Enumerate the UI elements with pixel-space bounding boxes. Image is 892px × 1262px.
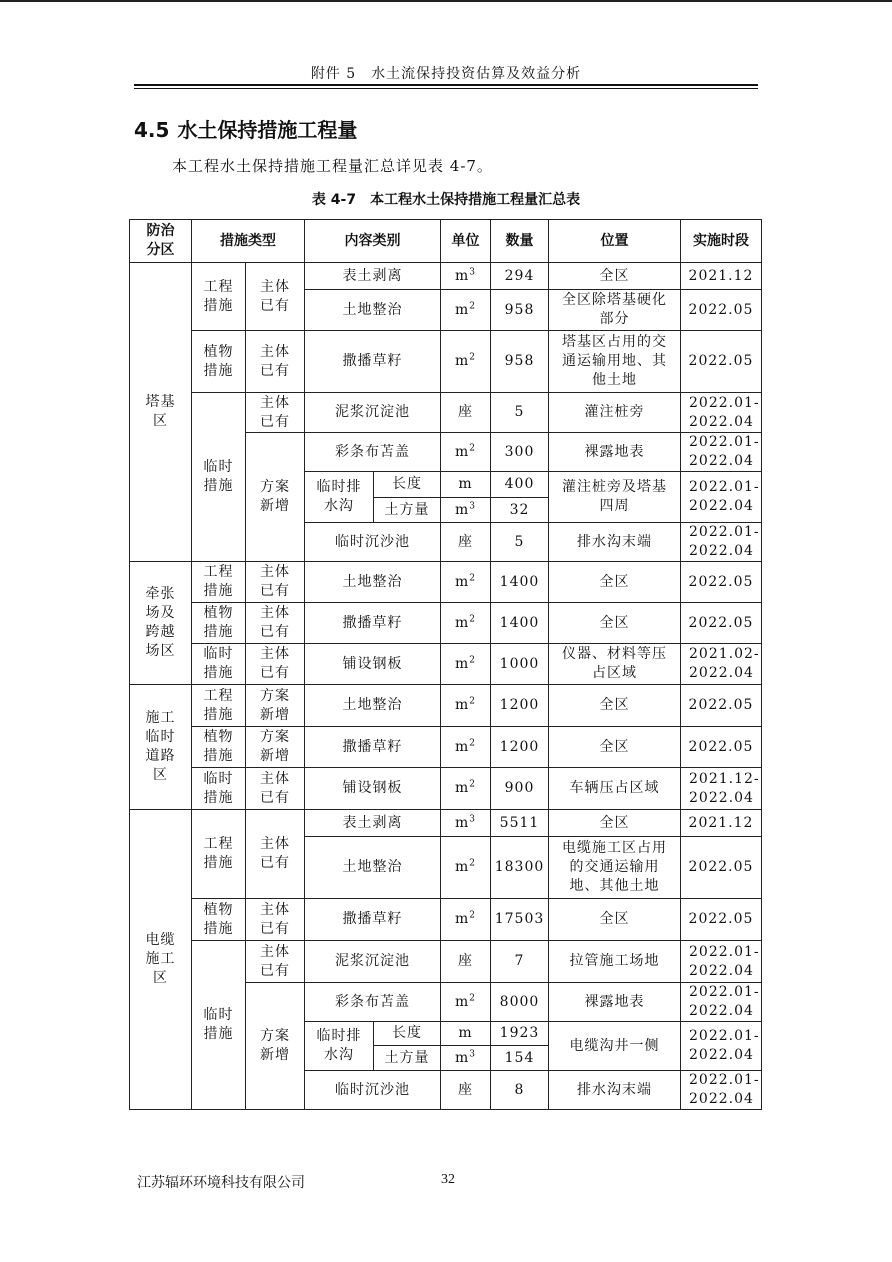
unit-cell: $m^2$ [441, 603, 491, 644]
quantity-cell: 294 [491, 263, 549, 290]
table-row [130, 263, 762, 290]
quantity-cell: 18300 [491, 837, 549, 899]
content-cell: 铺设钢板 [305, 768, 441, 810]
col-header-period: 实施时段 [681, 220, 762, 263]
unit-cell: $m^2$ [441, 727, 491, 768]
table-caption [0, 189, 892, 209]
content-cell: 铺设钢板 [305, 644, 441, 685]
period-cell: 2022.05 [681, 290, 762, 331]
unit-cell: $m^3$ [441, 498, 491, 523]
period-cell: 2022.05 [681, 603, 762, 644]
content-cell: 撒播草籽 [305, 331, 441, 393]
col-header-zone: 防治分区 [130, 220, 192, 263]
content-cell: 泥浆沉淀池 [305, 941, 441, 983]
unit-cell: 座 [441, 1071, 491, 1110]
table-row [130, 727, 762, 768]
table-row [130, 644, 762, 685]
period-cell: 2021.12-2022.04 [681, 768, 762, 810]
source-cell: 主体已有 [246, 941, 305, 983]
unit-cell: $m^3$ [441, 1046, 491, 1071]
table-row [130, 562, 762, 603]
quantities-table [129, 219, 762, 1110]
period-cell: 2022.01-2022.04 [681, 433, 762, 472]
unit-cell: 座 [441, 941, 491, 983]
table-row [130, 941, 762, 983]
quantity-cell: 5 [491, 393, 549, 433]
category-cell: 工程措施 [192, 685, 246, 727]
unit-cell: $m^3$ [441, 810, 491, 837]
table-row [130, 810, 762, 837]
unit-cell: 座 [441, 523, 491, 562]
quantity-cell: 17503 [491, 899, 549, 941]
table-row [130, 899, 762, 941]
unit-cell: $m^2$ [441, 837, 491, 899]
unit-cell: $m^2$ [441, 983, 491, 1022]
content-cell: 临时沉沙池 [305, 1071, 441, 1110]
col-header-quantity: 数量 [491, 220, 549, 263]
table-caption-number: 表 4-7 [311, 192, 357, 208]
quantity-cell: 958 [491, 290, 549, 331]
quantity-cell: 900 [491, 768, 549, 810]
table-row [130, 603, 762, 644]
location-cell: 电缆施工区占用的交通运输用地、其他土地 [549, 837, 681, 899]
zone-cell: 塔基区 [130, 263, 192, 562]
period-cell: 2022.01-2022.04 [681, 941, 762, 983]
content-cell: 泥浆沉淀池 [305, 393, 441, 433]
location-cell: 全区 [549, 263, 681, 290]
col-header-content: 内容类别 [305, 220, 441, 263]
section-heading [134, 114, 357, 143]
unit-cell: $m^2$ [441, 331, 491, 393]
unit-cell: $m^3$ [441, 263, 491, 290]
quantity-cell: 400 [491, 472, 549, 498]
location-cell: 全区 [549, 810, 681, 837]
quantity-cell: 7 [491, 941, 549, 983]
unit-cell: 座 [441, 393, 491, 433]
quantity-cell: 1923 [491, 1022, 549, 1046]
period-cell: 2022.05 [681, 727, 762, 768]
col-header-measure-type: 措施类型 [192, 220, 305, 263]
quantity-cell: 8 [491, 1071, 549, 1110]
source-cell: 方案新增 [246, 685, 305, 727]
footer-company: 江苏辐环环境科技有限公司 [137, 1175, 305, 1191]
location-cell: 全区 [549, 685, 681, 727]
col-header-unit: 单位 [441, 220, 491, 263]
quantity-cell: 1400 [491, 603, 549, 644]
source-cell: 主体已有 [246, 644, 305, 685]
page-number: 32 [441, 1172, 455, 1187]
zone-cell: 牵张场及跨越场区 [130, 562, 192, 685]
sub-content-cell: 土方量 [374, 1046, 441, 1071]
quantity-cell: 154 [491, 1046, 549, 1071]
section-number: 4.5 [134, 118, 170, 142]
location-cell: 排水沟末端 [549, 1071, 681, 1110]
content-cell: 土地整治 [305, 837, 441, 899]
unit-cell: m [441, 472, 491, 498]
category-cell: 工程措施 [192, 263, 246, 331]
content-cell: 彩条布苫盖 [305, 433, 441, 472]
category-cell: 植物措施 [192, 603, 246, 644]
content-cell: 临时沉沙池 [305, 523, 441, 562]
source-cell: 主体已有 [246, 331, 305, 393]
category-cell: 临时措施 [192, 644, 246, 685]
period-cell: 2022.01-2022.04 [681, 472, 762, 523]
period-cell: 2021.02-2022.04 [681, 644, 762, 685]
location-cell: 灌注桩旁 [549, 393, 681, 433]
table-row [130, 768, 762, 810]
table-header-row [130, 220, 762, 263]
unit-cell: $m^2$ [441, 768, 491, 810]
running-header: 附件 5 水土流保持投资估算及效益分析 [310, 66, 582, 82]
quantity-cell: 1200 [491, 727, 549, 768]
category-cell: 工程措施 [192, 562, 246, 603]
unit-cell: m [441, 1022, 491, 1046]
col-header-location: 位置 [549, 220, 681, 263]
period-cell: 2022.01-2022.04 [681, 1071, 762, 1110]
period-cell: 2022.05 [681, 685, 762, 727]
quantity-cell: 5 [491, 523, 549, 562]
section-title: 水土保持措施工程量 [177, 118, 358, 142]
location-cell: 排水沟末端 [549, 523, 681, 562]
period-cell: 2022.01-2022.04 [681, 1022, 762, 1071]
content-cell: 土地整治 [305, 685, 441, 727]
category-cell: 植物措施 [192, 899, 246, 941]
period-cell: 2022.01-2022.04 [681, 393, 762, 433]
content-cell: 撒播草籽 [305, 727, 441, 768]
location-cell: 全区 [549, 727, 681, 768]
content-cell: 土地整治 [305, 562, 441, 603]
quantity-cell: 32 [491, 498, 549, 523]
quantity-cell: 958 [491, 331, 549, 393]
unit-cell: $m^2$ [441, 290, 491, 331]
zone-cell: 施工临时道路区 [130, 685, 192, 810]
location-cell: 裸露地表 [549, 983, 681, 1022]
quantity-cell: 1400 [491, 562, 549, 603]
quantity-cell: 8000 [491, 983, 549, 1022]
category-cell: 植物措施 [192, 331, 246, 393]
period-cell: 2021.12 [681, 263, 762, 290]
source-cell: 主体已有 [246, 562, 305, 603]
quantity-cell: 300 [491, 433, 549, 472]
source-cell: 主体已有 [246, 603, 305, 644]
quantity-cell: 5511 [491, 810, 549, 837]
source-cell: 方案新增 [246, 983, 305, 1110]
location-cell: 车辆压占区域 [549, 768, 681, 810]
source-cell: 方案新增 [246, 433, 305, 562]
header-rule [134, 84, 758, 86]
unit-cell: $m^2$ [441, 433, 491, 472]
content-cell: 土地整治 [305, 290, 441, 331]
location-cell: 仪器、材料等压占区域 [549, 644, 681, 685]
quantity-cell: 1200 [491, 685, 549, 727]
period-cell: 2022.05 [681, 562, 762, 603]
table-row [130, 331, 762, 393]
location-cell: 裸露地表 [549, 433, 681, 472]
location-cell: 全区 [549, 603, 681, 644]
location-cell: 全区除塔基硬化部分 [549, 290, 681, 331]
unit-cell: $m^2$ [441, 562, 491, 603]
table-caption-title: 本工程水土保持措施工程量汇总表 [370, 192, 581, 208]
content-cell: 彩条布苫盖 [305, 983, 441, 1022]
sub-content-cell: 土方量 [374, 498, 441, 523]
content-cell: 临时排水沟 [305, 1022, 374, 1071]
table-row [130, 685, 762, 727]
intro-paragraph: 本工程水土保持措施工程量汇总详见表 4-7。 [172, 157, 493, 175]
period-cell: 2022.01-2022.04 [681, 523, 762, 562]
source-cell: 主体已有 [246, 393, 305, 433]
content-cell: 撒播草籽 [305, 603, 441, 644]
unit-cell: $m^2$ [441, 685, 491, 727]
source-cell: 主体已有 [246, 899, 305, 941]
sub-content-cell: 长度 [374, 472, 441, 498]
source-cell: 主体已有 [246, 768, 305, 810]
period-cell: 2021.12 [681, 810, 762, 837]
location-cell: 电缆沟井一侧 [549, 1022, 681, 1071]
category-cell: 工程措施 [192, 810, 246, 899]
period-cell: 2022.01-2022.04 [681, 983, 762, 1022]
location-cell: 拉管施工场地 [549, 941, 681, 983]
location-cell: 灌注桩旁及塔基四周 [549, 472, 681, 523]
location-cell: 全区 [549, 899, 681, 941]
header-rule-thin [134, 88, 758, 89]
location-cell: 塔基区占用的交通运输用地、其他土地 [549, 331, 681, 393]
category-cell: 植物措施 [192, 727, 246, 768]
content-cell: 撒播草籽 [305, 899, 441, 941]
category-cell: 临时措施 [192, 393, 246, 562]
unit-cell: $m^2$ [441, 644, 491, 685]
source-cell: 方案新增 [246, 727, 305, 768]
quantity-cell: 1000 [491, 644, 549, 685]
content-cell: 表土剥离 [305, 810, 441, 837]
category-cell: 临时措施 [192, 768, 246, 810]
content-cell: 表土剥离 [305, 263, 441, 290]
category-cell: 临时措施 [192, 941, 246, 1110]
location-cell: 全区 [549, 562, 681, 603]
period-cell: 2022.05 [681, 899, 762, 941]
content-cell: 临时排水沟 [305, 472, 374, 523]
top-border-line [0, 0, 892, 2]
table-row [130, 393, 762, 433]
source-cell: 主体已有 [246, 810, 305, 899]
period-cell: 2022.05 [681, 331, 762, 393]
zone-cell: 电缆施工区 [130, 810, 192, 1110]
unit-cell: $m^2$ [441, 899, 491, 941]
source-cell: 主体已有 [246, 263, 305, 331]
sub-content-cell: 长度 [374, 1022, 441, 1046]
period-cell: 2022.05 [681, 837, 762, 899]
